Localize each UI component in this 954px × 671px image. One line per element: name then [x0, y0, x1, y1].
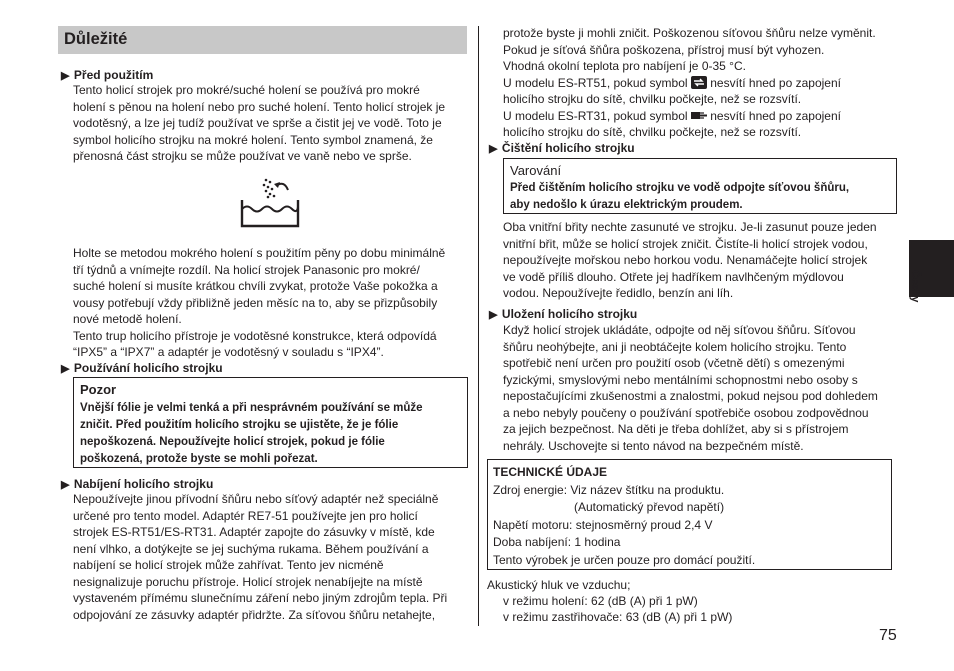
rt51-line: U modelu ES-RT51, pokud symbol nesvítí hned po zapojení	[503, 75, 841, 90]
section-title-pred-pouzitim: ▶ Před použitím	[61, 68, 154, 82]
shower-bath-icon	[238, 176, 302, 228]
charge-cycle-icon	[691, 76, 707, 89]
section-title-nabijeni: ▶ Nabíjení holicího strojku	[61, 477, 214, 491]
plug-icon	[691, 110, 707, 121]
caution-text: Vnější fólie je velmi tenká a při nesprávném používání se může zničit. Před použitím holicího strojku se ujistěte, že je fólie nepoškozená. Nepoužívejte holicí strojek, pokud je fólie poškozená, protože byste se mohli pořezat.	[80, 402, 423, 465]
triangle-icon: ▶	[61, 479, 70, 491]
paragraph-nabijeni-cont: protože byste ji mohli zničit. Poškozenou síťovou šňůru nelze vyměnit. Pokud je síťová šňůra poškozena, přístroj musí být vyhozen. Vhodná okolní teplota pro nabíjení je 0-35 °C. U modelu ES-RT51, pokud symbol nesvítí hned po zapojení holicího strojku do sítě, chvilku počkejte, než se rozsvítí. U modelu ES-RT31, pokud symbol nesvítí hned po zapojení holicího strojku do sítě, chvilku počkejte, než se rozsvítí.	[503, 26, 876, 139]
paragraph-pred-pouzitim: Tento holicí strojek pro mokré/suché holení se používá pro mokré holení s pěnou na holení nebo pro suché holení. Tento holicí strojek je vodotěsný, a lze jej tudíž používat ve sprše a čistit jej ve vodě. Toto je symbol holicího strojku na mokré holení. Tento symbol znamená, že přenosná část strojku se může používat ve vaně nebo ve sprše.	[73, 83, 446, 163]
triangle-icon: ▶	[489, 309, 498, 321]
warning-title: Varování	[510, 163, 562, 178]
paragraph-cisteni: Oba vnitřní břity nechte zasunuté ve strojku. Je-li zasunut pouze jeden vnitřní břit, může se holicí strojek zničit. Čistíte-li holicí strojek vodou, nepoužívejte mořskou nebo horkou vodu. Nenamáčejte holicí strojek ve vodě příliš dlouho. Otřete jej hadříkem navlhčeným mýdlovou vodou. Nepoužívejte ředidlo, benzín ani líh.	[503, 220, 877, 300]
language-label: Česky	[909, 270, 921, 303]
paragraph-nabijeni: Nepoužívejte jinou přívodní šňůru nebo síťový adaptér než speciálně určené pro tento model. Adaptér RE7-51 používejte jen pro holicí strojek ES-RT51/ES-RT31. Adaptér zapojte do zásuvky v místě, kde není vlhko, a dotýkejte se jej suchýma rukama. Během používání a nabíjení se holicí strojek může zahřívat. Tento jev nicméně nesignalizuje poruchu přístroje. Holicí strojek nenabíjejte na místě vystaveném přímému slunečnímu záření nebo jiným zdrojům tepla. Při odpojování ze zásuvky adaptér přidržte. Za síťovou šňůru netahejte,	[73, 492, 448, 622]
caution-box	[73, 377, 468, 468]
section-header	[58, 26, 467, 54]
page-number: 75	[879, 627, 897, 644]
triangle-icon: ▶	[61, 363, 70, 375]
paragraph-ulozeni: Když holicí strojek ukládáte, odpojte od něj síťovou šňůru. Síťovou šňůru neohýbejte, ani ji neobtáčejte kolem holicího strojku. Tento spotřebič není určen pro použití osob (včetně dětí) s omezenými fyzickými, smyslovými nebo mentálními schopnostmi nebo osoby s nepostačujícími zkušenostmi a znalostmi, pokud nejsou pod dohledem a nebo nebyly poučeny o používání spotřebiče osobou zodpovědnou za jejich bezpečnost. Na děti je třeba dohlížet, aby si s přístrojem nehrály. Uschovejte si tento návod na bezpečném místě.	[503, 323, 878, 453]
rt31-line: U modelu ES-RT31, pokud symbol nesvítí hned po zapojení	[503, 108, 841, 123]
triangle-icon: ▶	[489, 143, 498, 155]
noise-info: Akustický hluk ve vzduchu; v režimu holení: 62 (dB (A) při 1 pW) v režimu zastřihovače: 63 (dB (A) při 1 pW)	[487, 578, 733, 624]
page-heading: Důležité	[64, 30, 128, 48]
warning-box	[503, 158, 897, 214]
specs-box	[487, 459, 892, 570]
specs-content: TECHNICKÉ ÚDAJE Zdroj energie: Viz název štítku na produktu. (Automatický převod napětí) Napětí motoru: stejnosměrný proud 2,4 V Doba nabíjení: 1 hodina Tento výrobek je určen pouze pro domácí použití.	[493, 465, 756, 567]
caution-title: Pozor	[80, 382, 117, 397]
column-divider	[478, 26, 479, 626]
triangle-icon: ▶	[61, 70, 70, 82]
section-title-cisteni: ▶ Čištění holicího strojku	[489, 141, 635, 155]
section-title-ulozeni: ▶ Uložení holicího strojku	[489, 307, 638, 321]
specs-title: TECHNICKÉ ÚDAJE	[493, 465, 608, 479]
warning-text: Před čištěním holicího strojku ve vodě odpojte síťovou šňůru, aby nedošlo k úrazu elektrickým proudem.	[510, 182, 850, 211]
paragraph-mokre-holeni: Holte se metodou mokrého holení s použitím pěny po dobu minimálně tří týdnů a vnímejte rozdíl. Na holicí strojek Panasonic pro mokré/ suché holení si musíte krátkou chvíli zvykat, protože Vaše pokožka a vousy potřebují vždy přibližně jeden měsíc na to, aby se přizpůsobily nové metodě holení. Tento trup holicího přístroje je vodotěsné konstrukce, která odpovídá “IPX5” a “IPX7” a adaptér je vodotěsný v souladu s “IPX4”.	[73, 246, 446, 359]
section-title-pouzivani: ▶ Používání holicího strojku	[61, 361, 223, 375]
